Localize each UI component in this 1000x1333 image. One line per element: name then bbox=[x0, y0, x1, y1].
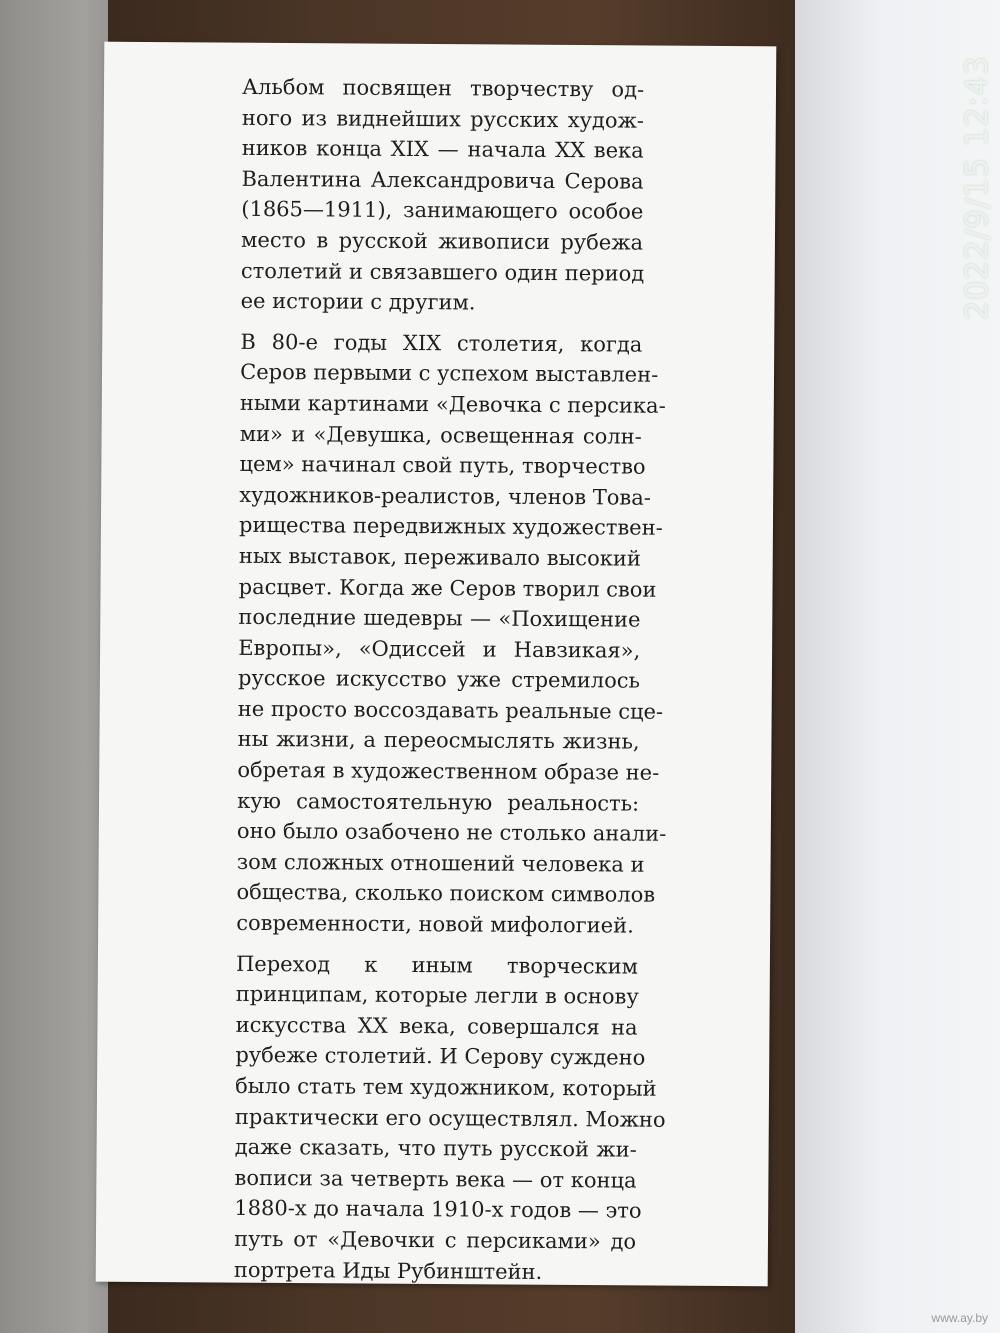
text-line: столетий и связавшего один период bbox=[240, 258, 645, 286]
text-line: было стать тем художником, который bbox=[235, 1073, 657, 1101]
text-line: ного из виднейших русских худож- bbox=[241, 105, 645, 133]
text-line: место в русской живописи рубежа bbox=[241, 227, 644, 255]
text-line: ны жизни, а переосмыслять жизнь, bbox=[237, 727, 640, 755]
text-line: расцвет. Когда же Серов творил свои bbox=[238, 574, 657, 602]
paragraph-3 bbox=[168, 948, 666, 1288]
text-line: ее истории с другим. bbox=[240, 288, 476, 315]
text-line: (1865—1911), занимающего особое bbox=[241, 197, 644, 225]
text-line: ных выставок, переживало высокий bbox=[238, 543, 641, 571]
text-line: ников конца XIX — начала XX века bbox=[241, 136, 644, 163]
timestamp-text: 2022/9/15 12:43 bbox=[960, 55, 995, 320]
text-line: Переход к иным творческим bbox=[235, 951, 639, 979]
text-line: цем» начинал свой путь, творчество bbox=[239, 451, 646, 479]
text-line: ми» и «Девушка, освещенная солн- bbox=[239, 421, 642, 449]
paragraph-1 bbox=[175, 71, 645, 319]
photo-timestamp bbox=[872, 40, 995, 330]
paragraph-2 bbox=[170, 326, 667, 941]
text-line: рищества передвижных художествен- bbox=[239, 513, 663, 541]
text-line: кую самостоятельную реальность: bbox=[237, 788, 640, 816]
text-line: последние шедевры — «Похищение bbox=[238, 604, 641, 632]
text-line: не просто воссоздавать реальные сце- bbox=[237, 696, 664, 724]
text-line: 1880-х до начала 1910-х годов — это bbox=[234, 1196, 642, 1224]
text-line: искусства XX века, совершался на bbox=[235, 1012, 638, 1040]
text-line: ными картинами «Девочка с персика- bbox=[239, 390, 666, 418]
text-line: обретая в художественном образе не- bbox=[237, 757, 660, 785]
text-line: зом сложных отношений человека и bbox=[236, 849, 645, 877]
text-line: Серов первыми с успехом выставлен- bbox=[240, 360, 659, 388]
text-line: путь от «Девочки с персиками» до bbox=[234, 1226, 637, 1254]
site-watermark: www.ay.by bbox=[931, 1311, 988, 1325]
text-line: вописи за четверть века — от конца bbox=[234, 1165, 637, 1193]
text-line: оно было озабочено не столько анали- bbox=[236, 819, 667, 847]
text-line: В 80-е годы XIX столетия, когда bbox=[240, 329, 643, 357]
text-line: Валентина Александровича Серова bbox=[241, 166, 644, 194]
text-line: Европы», «Одиссей и Навзикая», bbox=[238, 635, 641, 663]
text-line: портрета Иды Рубинштейн. bbox=[233, 1257, 543, 1284]
text-line: современности, новой мифологией. bbox=[236, 910, 634, 938]
text-line: Альбом посвящен творчеству од- bbox=[242, 74, 645, 102]
text-line: художников-реалистов, членов Това- bbox=[239, 482, 651, 510]
text-line: общества, сколько поиском символов bbox=[236, 880, 656, 908]
text-line: рубеже столетий. И Серову суждено bbox=[235, 1043, 646, 1071]
body-text bbox=[168, 71, 667, 1297]
text-line: даже сказать, что путь русской жи- bbox=[234, 1135, 637, 1162]
text-line: практически его осуществлял. Можно bbox=[234, 1104, 666, 1132]
text-line: русское искусство уже стремилось bbox=[237, 666, 641, 693]
text-line: принципам, которые легли в основу bbox=[235, 982, 639, 1009]
